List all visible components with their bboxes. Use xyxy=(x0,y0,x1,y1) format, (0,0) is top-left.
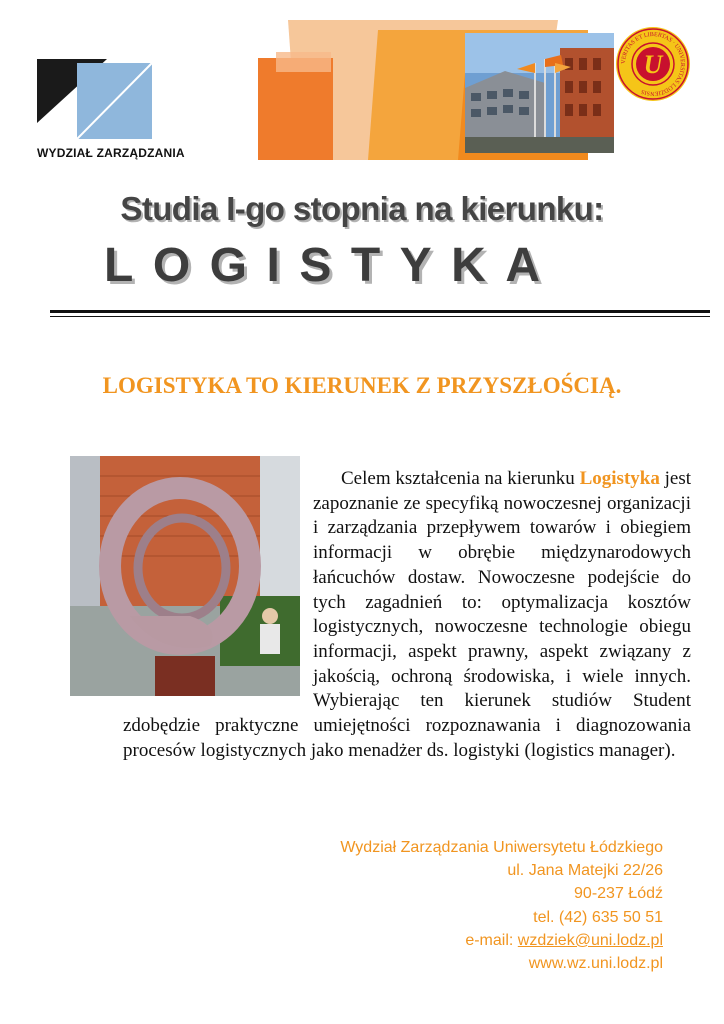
slogan: LOGISTYKA TO KIERUNEK Z PRZYSZŁOŚCIĄ. xyxy=(102,373,622,398)
seal-letter: U xyxy=(643,50,663,79)
description-part2: jest zapoznanie ze specyfiką nowoczesnej organizacji i zarządzania przepływem towarów i obiegiem informacji w obrębie międzynarodowych łańcuchów dostaw. Nowoczesne podejście do tych zagadnień to: optymalizacja kosztów logistycznych, nowoczesne technologie obiegu informacji, aspekt prawny, aspekt związany z jakością, ochroną środowiska, i wiele innych. Wybierając ten kierunek studiów Student zdobędzie praktyczne umiejętności rozpoznawania i diagnozowania procesów logistycznych jako menadżer ds. logistyki (logistics manager). xyxy=(123,468,692,761)
page-subtitle: Studia I-go stopnia na kierunku: xyxy=(120,190,604,227)
building-photo xyxy=(465,33,614,153)
contact-email-line xyxy=(340,929,663,952)
contact-block xyxy=(340,836,663,975)
image-wrap-spacer xyxy=(123,467,313,714)
contact-city: 90-237 Łódź xyxy=(574,885,663,903)
page-title: LOGISTYKA xyxy=(104,239,560,292)
description-paragraph xyxy=(123,467,691,763)
faculty-logo xyxy=(37,59,155,139)
email-label: e-mail: xyxy=(465,931,514,949)
contact-phone: tel. (42) 635 50 51 xyxy=(533,908,663,926)
contact-faculty: Wydział Zarządzania Uniwersytetu Łódzkiego xyxy=(340,839,663,856)
university-seal xyxy=(615,26,691,102)
website-link[interactable]: www.wz.uni.lodz.pl xyxy=(528,955,663,973)
title-divider-thin xyxy=(50,316,710,317)
contact-street: ul. Jana Matejki 22/26 xyxy=(507,862,663,880)
email-link[interactable]: wzdziek@uni.lodz.pl xyxy=(517,931,663,949)
seal-text: VERITAS ET LIBERTAS · UNIVERSITAS LODZIENSIS xyxy=(620,31,686,97)
logo-caption: WYDZIAŁ ZARZĄDZANIA xyxy=(37,146,185,160)
title-divider xyxy=(50,310,710,313)
description-highlight: Logistyka xyxy=(579,468,660,489)
description-part1: Celem kształcenia na kierunku xyxy=(341,468,575,489)
